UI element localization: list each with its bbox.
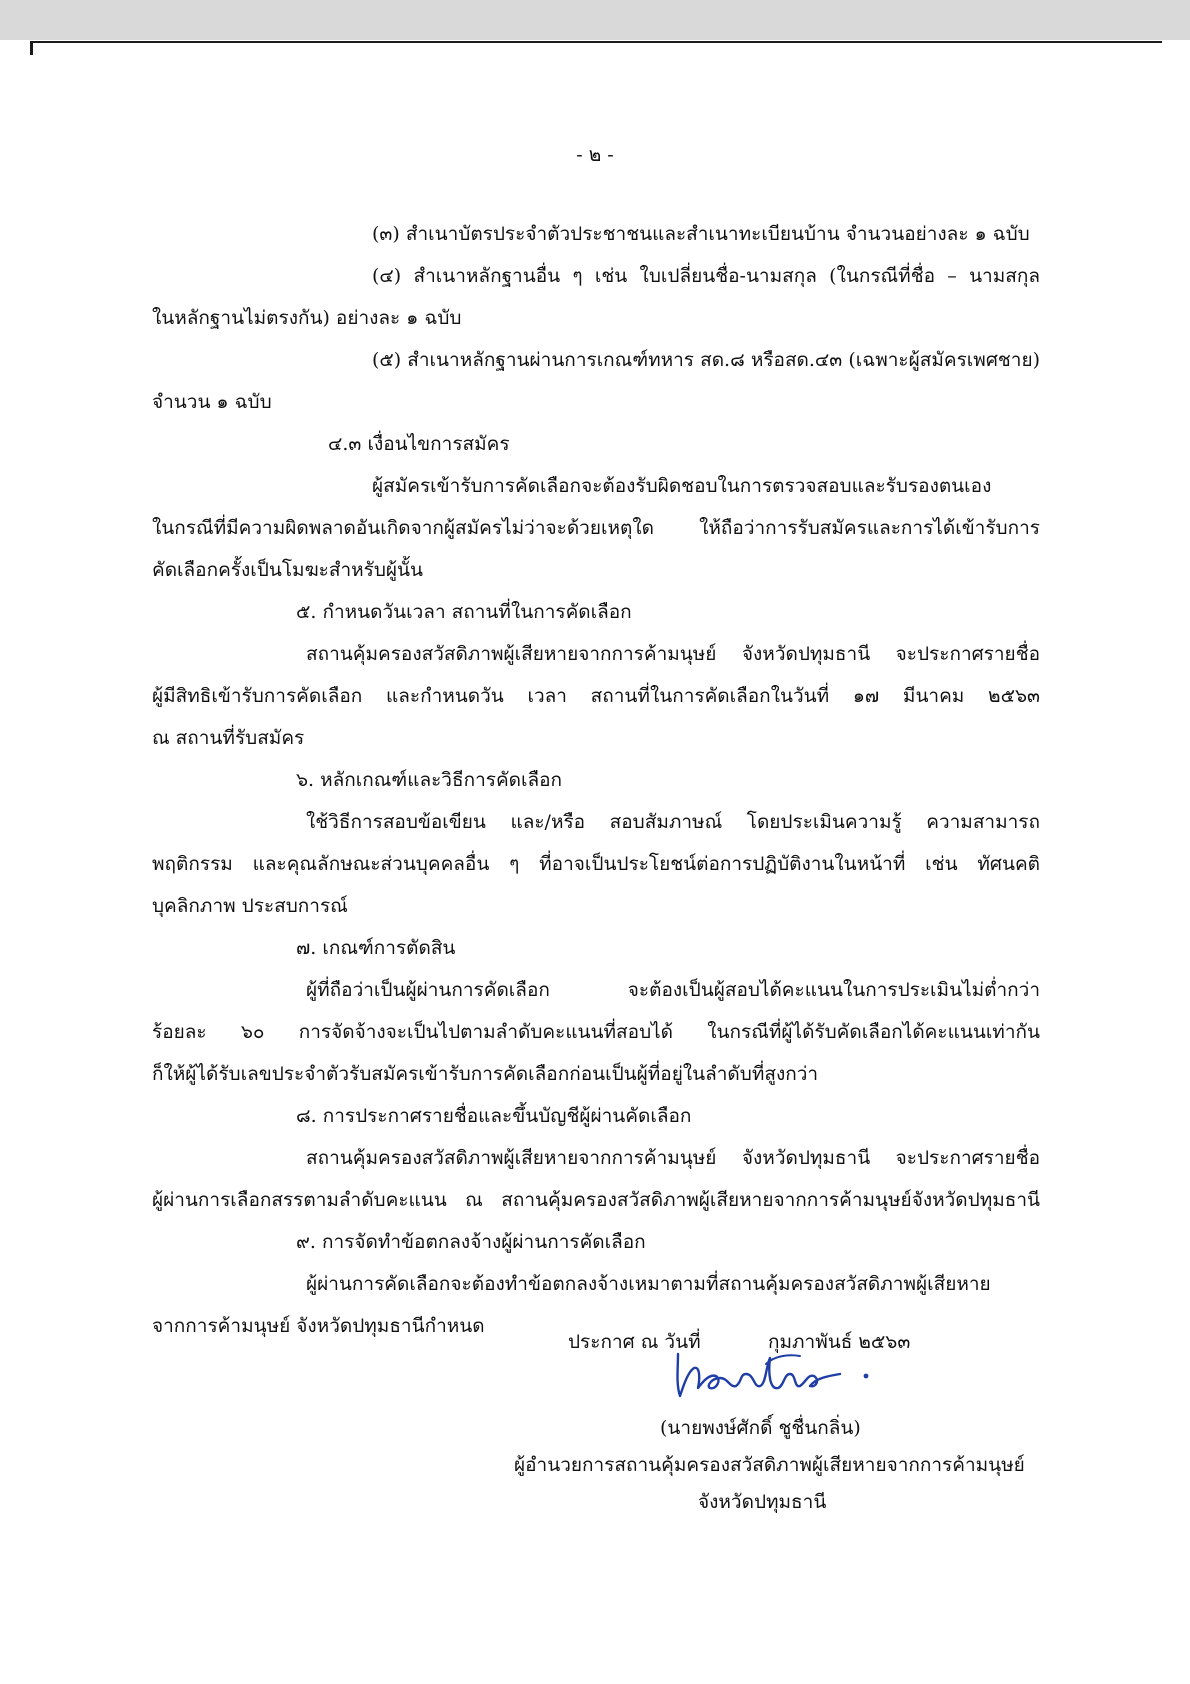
doc-line: ผู้ผ่านการคัดเลือกจะต้องทำข้อตกลงจ้างเหมาตามที่สถานคุ้มครองสวัสดิภาพผู้เสียหาย bbox=[306, 1273, 991, 1295]
doc-line: ผู้ผ่านการเลือกสรรตามลำดับคะแนน ณ สถานคุ้มครองสวัสดิภาพผู้เสียหายจากการค้ามนุษย์จังหวัดปทุมธานี bbox=[152, 1189, 1040, 1211]
handwritten-signature bbox=[670, 1344, 900, 1406]
doc-line: พฤติกรรม และคุณลักษณะส่วนบุคคลอื่น ๆ ที่อาจเป็นประโยชน์ต่อการปฏิบัติงานในหน้าที่ เช่น ทัศนคติ bbox=[152, 853, 1040, 875]
doc-line: ก็ให้ผู้ได้รับเลขประจำตัวรับสมัครเข้ารับการคัดเลือกก่อนเป็นผู้ที่อยู่ในลำดับที่สูงกว่า bbox=[152, 1063, 819, 1085]
doc-line: ในกรณีที่มีความผิดพลาดอันเกิดจากผู้สมัครไม่ว่าจะด้วยเหตุใด ให้ถือว่าการรับสมัครและการได้เข้ารับการ bbox=[152, 517, 1040, 539]
section-heading: ๕. กำหนดวันเวลา สถานที่ในการคัดเลือก bbox=[296, 601, 632, 623]
doc-line: (๓) สำเนาบัตรประจำตัวประชาชนและสำเนาทะเบียนบ้าน จำนวนอย่างละ ๑ ฉบับ bbox=[372, 223, 1030, 245]
section-heading: ๙. การจัดทำข้อตกลงจ้างผู้ผ่านการคัดเลือก bbox=[296, 1231, 646, 1253]
scan-edge-corner bbox=[30, 41, 33, 55]
scan-edge bbox=[32, 41, 1162, 43]
section-heading: ๔.๓ เงื่อนไขการสมัคร bbox=[328, 433, 510, 455]
doc-line: คัดเลือกครั้งเป็นโมฆะสำหรับผู้นั้น bbox=[152, 559, 424, 581]
doc-line: สถานคุ้มครองสวัสดิภาพผู้เสียหายจากการค้ามนุษย์ จังหวัดปทุมธานี จะประกาศรายชื่อ bbox=[306, 643, 1040, 665]
doc-line: ณ สถานที่รับสมัคร bbox=[152, 727, 305, 749]
doc-line: จำนวน ๑ ฉบับ bbox=[152, 391, 272, 413]
page-number: - ๒ - bbox=[576, 144, 614, 166]
doc-line: (๕) สำเนาหลักฐานผ่านการเกณฑ์ทหาร สด.๘ หรือสด.๔๓ (เฉพาะผู้สมัครเพศชาย) bbox=[372, 349, 1040, 371]
doc-line: ผู้สมัครเข้ารับการคัดเลือกจะต้องรับผิดชอบในการตรวจสอบและรับรองตนเอง bbox=[372, 475, 992, 497]
section-heading: ๗. เกณฑ์การตัดสิน bbox=[296, 937, 456, 959]
section-heading: ๖. หลักเกณฑ์และวิธีการคัดเลือก bbox=[296, 769, 563, 791]
signatory-position: ผู้อำนวยการสถานคุ้มครองสวัสดิภาพผู้เสียหายจากการค้ามนุษย์ bbox=[514, 1454, 1025, 1476]
doc-line: ใช้วิธีการสอบข้อเขียน และ/หรือ สอบสัมภาษณ์ โดยประเมินความรู้ ความสามารถ bbox=[306, 811, 1040, 833]
doc-line: ผู้ที่ถือว่าเป็นผู้ผ่านการคัดเลือก จะต้องเป็นผู้สอบได้คะแนนในการประเมินไม่ต่ำกว่า bbox=[306, 979, 1040, 1001]
doc-line: สถานคุ้มครองสวัสดิภาพผู้เสียหายจากการค้ามนุษย์ จังหวัดปทุมธานี จะประกาศรายชื่อ bbox=[306, 1147, 1040, 1169]
signatory-province: จังหวัดปทุมธานี bbox=[698, 1491, 827, 1513]
doc-line: ผู้มีสิทธิเข้ารับการคัดเลือก และกำหนดวัน เวลา สถานที่ในการคัดเลือกในวันที่ ๑๗ มีนาคม ๒๕๖๓ bbox=[152, 685, 1040, 707]
doc-line: ในหลักฐานไม่ตรงกัน) อย่างละ ๑ ฉบับ bbox=[152, 307, 462, 329]
signatory-name: (นายพงษ์ศักดิ์ ชูชื่นกลิ่น) bbox=[660, 1417, 861, 1439]
announcement-prefix: ประกาศ ณ วันที่ bbox=[568, 1331, 701, 1353]
doc-line: (๔) สำเนาหลักฐานอื่น ๆ เช่น ใบเปลี่ยนชื่อ-นามสกุล (ในกรณีที่ชื่อ – นามสกุล bbox=[372, 265, 1040, 287]
doc-line: ร้อยละ ๖๐ การจัดจ้างจะเป็นไปตามลำดับคะแนนที่สอบได้ ในกรณีที่ผู้ได้รับคัดเลือกได้คะแนนเท่ากัน bbox=[152, 1021, 1040, 1043]
doc-line: จากการค้ามนุษย์ จังหวัดปทุมธานีกำหนด bbox=[152, 1315, 485, 1337]
doc-line: บุคลิกภาพ ประสบการณ์ bbox=[152, 895, 348, 917]
announcement-date: กุมภาพันธ์ ๒๕๖๓ bbox=[768, 1331, 911, 1353]
section-heading: ๘. การประกาศรายชื่อและขึ้นบัญชีผู้ผ่านคัดเลือก bbox=[296, 1105, 692, 1127]
